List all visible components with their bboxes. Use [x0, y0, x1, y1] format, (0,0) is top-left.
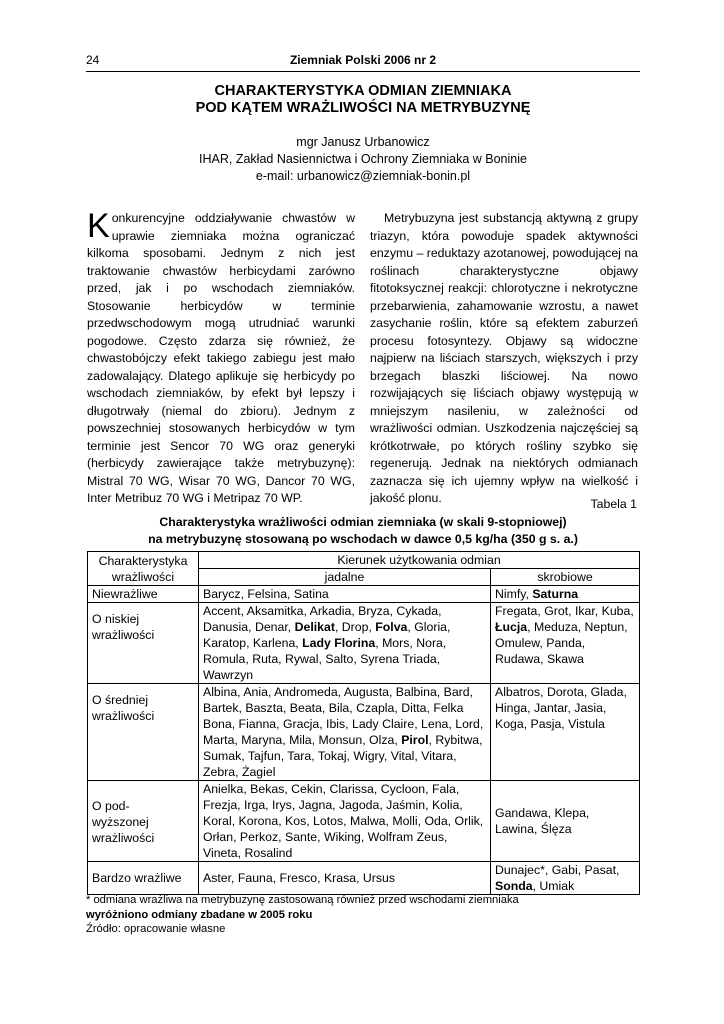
- title-line-1: CHARAKTERYSTYKA ODMIAN ZIEMNIAKA: [214, 83, 512, 99]
- table-caption-line-1: Charakterystyka wrażliwości odmian ziemniaka (w skali 9-stopniowej): [159, 515, 567, 529]
- row-edible-varieties: Accent, Aksamitka, Arkadia, Bryza, Cykada, Danusia, Denar, Delikat, Drop, Folva, Gloria, Karatop, Karlena, Lady Florina, Mors, Nora, Romula, Ruta, Rywal, Salto, Syrena Triada, Wawrzyn: [199, 603, 491, 684]
- author-name: mgr Janusz Urbanowicz: [296, 135, 430, 149]
- source-note: Źródło: opracowanie własne: [86, 923, 226, 935]
- table-number: Tabela 1: [590, 497, 637, 511]
- table-row: [88, 781, 640, 862]
- row-edible-varieties: Aster, Fauna, Fresco, Krasa, Ursus: [199, 862, 491, 895]
- body-column-right: [370, 210, 638, 508]
- title-line-2: POD KĄTEM WRAŻLIWOŚCI NA METRYBUZYNĘ: [195, 100, 531, 116]
- author-affiliation: IHAR, Zakład Nasiennictwa i Ochrony Ziemniaka w Boninie: [199, 152, 527, 166]
- author-email: e-mail: urbanowicz@ziemniak-bonin.pl: [255, 169, 471, 183]
- row-category: Niewrażliwe: [88, 586, 199, 603]
- row-starch-varieties: Gandawa, Klepa, Lawina, Ślęza: [491, 781, 640, 862]
- sensitivity-table: [87, 551, 640, 895]
- running-header: [86, 51, 640, 72]
- header-edible: jadalne: [199, 569, 491, 586]
- drop-cap: K: [87, 207, 110, 245]
- row-category: O niskiej wrażliwości: [88, 603, 199, 684]
- table-row: [88, 586, 640, 603]
- paragraph-2: Metrybuzyna jest substancją aktywną z grupy triazyn, która powoduje spadek aktywności enzymu – reduktazy azotanowej, powodującej na roślinach charakterystyczne objawy fitotoksycznej reakcji: chlorotyczne i nekrotyczne przebarwienia, zahamowanie wzrostu, a nawet zasychanie roślin, które są efektem zaburzeń procesu fotosyntezy. Objawy są widoczne najpierw na liściach starszych, większych i przy brzegach blaszki liściowej. Na nowo rozwijających się liściach objawy występują w mniejszym nasileniu, w zależności od wrażliwości odmian. Uszkodzenia najczęściej są krótkotrwałe, po których rośliny szybko się regenerują. Jednak na niektórych odmianach zaznacza się ich ujemny wpływ na wielkość i jakość plonu.: [370, 211, 638, 505]
- table-caption-line-2: na metrybuzynę stosowaną po wschodach w dawce 0,5 kg/ha (350 g s. a.): [148, 532, 578, 546]
- row-category: Bardzo wrażliwe: [88, 862, 199, 895]
- row-category: O pod- wyższonej wrażliwości: [88, 781, 199, 862]
- row-edible-varieties: Anielka, Bekas, Cekin, Clarissa, Cycloon, Fala, Frezja, Irga, Irys, Jagna, Jagoda, Jaśmin, Kolia, Koral, Korona, Kos, Lotos, Malwa, Molli, Oda, Orlik, Orłan, Perkoz, Sante, Wiking, Wolfram Zeus, Vineta, Rosalind: [199, 781, 491, 862]
- table-body: [88, 586, 640, 895]
- row-starch-varieties: Albatros, Dorota, Glada, Hinga, Jantar, Jasia, Koga, Pasja, Vistula: [491, 684, 640, 781]
- header-starch: skrobiowe: [491, 569, 640, 586]
- row-edible-varieties: Albina, Ania, Andromeda, Augusta, Balbina, Bard, Bartek, Baszta, Beata, Bila, Czapla, Ditta, Felka Bona, Fianna, Gracja, Ibis, Lady Claire, Lena, Lord, Marta, Maryna, Mila, Monsun, Olza, Pirol, Rybitwa, Sumak, Tajfun, Tara, Tokaj, Wigry, Vital, Vitara, Zebra, Żagiel: [199, 684, 491, 781]
- article-title: [86, 83, 640, 117]
- row-starch-varieties: Nimfy, Saturna: [491, 586, 640, 603]
- table-caption: [86, 514, 640, 548]
- header-sensitivity: Charakterystyka wrażliwości: [88, 552, 199, 586]
- table-notes: [86, 893, 640, 937]
- table-row: [88, 684, 640, 781]
- row-category: O średniej wrażliwości: [88, 684, 199, 781]
- highlight-note: wyróżniono odmiany zbadane w 2005 roku: [86, 908, 313, 921]
- page-number: 24: [86, 53, 100, 67]
- author-block: [86, 134, 640, 185]
- row-starch-varieties: Fregata, Grot, Ikar, Kuba, Łucja, Meduza, Neptun, Omulew, Panda, Rudawa, Skawa: [491, 603, 640, 684]
- body-column-left: [87, 207, 355, 508]
- row-edible-varieties: Barycz, Felsina, Satina: [199, 586, 491, 603]
- row-starch-varieties: Dunajec*, Gabi, Pasat, Sonda, Umiak: [491, 862, 640, 895]
- table-row: [88, 603, 640, 684]
- paragraph-1: onkurencyjne oddziaływanie chwastów w uprawie ziemniaka można ograniczać kilkoma sposobami. Jednym z nich jest traktowanie chwastów herbicydami zarówno przed, jak i po wschodach ziemniaków. Stosowanie herbicydów w terminie przedwschodowym mogą utrudniać warunki pogodowe. Często zdarza się również, że chwastobójczy efekt takiego zabiegu jest mało zadowalający. Dlatego aplikuje się herbicydy po wschodach ziemniaków, by efekt był lepszy i długotrwały (niemal do zbioru). Jednym z powszechniej stosowanych herbicydów w tym terminie jest Sencor 70 WG oraz generyki (herbicydy zawierające także metrybuzynę): Mistral 70 WG, Wisar 70 WG, Dancor 70 WG, Inter Metribuz 70 WG i Metripaz 70 WP.: [87, 211, 355, 505]
- journal-title: Ziemniak Polski 2006 nr 2: [289, 53, 437, 67]
- footnote: * odmiana wrażliwa na metrybuzynę zastosowaną również przed wschodami ziemniaka: [86, 894, 519, 906]
- header-usage-direction: Kierunek użytkowania odmian: [199, 552, 640, 569]
- table-row: [88, 862, 640, 895]
- table-header-row: [88, 552, 640, 569]
